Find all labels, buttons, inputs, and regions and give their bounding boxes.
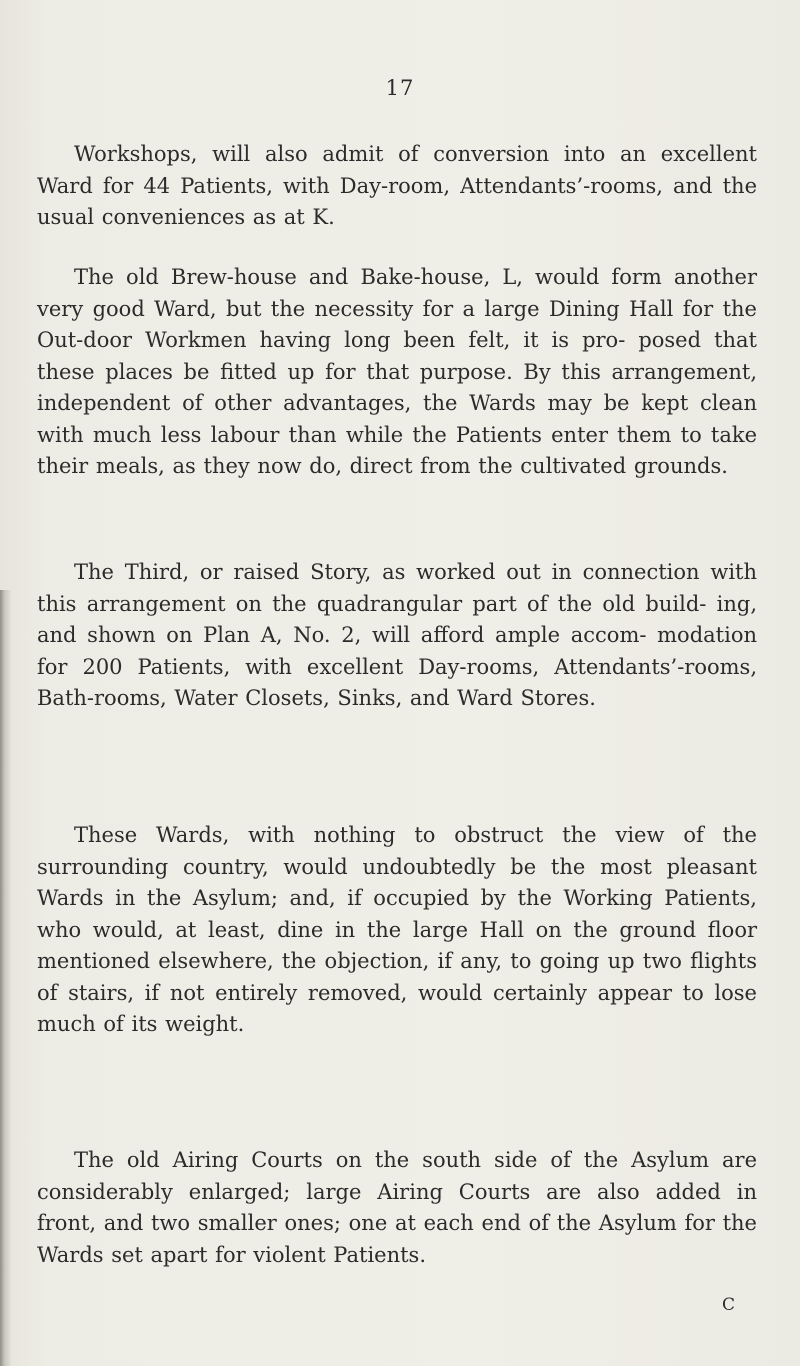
signature-mark: C bbox=[722, 1295, 736, 1315]
paragraph: The old Airing Courts on the south side of the Asylum are considerably enlarged; large Airing Courts are also added in front, and two smaller ones; one at each end of the Asylum for the Wards set apart for violent Patients. bbox=[37, 1148, 757, 1267]
paragraph: The old Brew-house and Bake-house, L, would form another very good Ward, but the necessity for a large Dining Hall for the Out-door Workmen having long been felt, it is pro- posed that these places be fitted up for that purpose. By this arrangement, independent of other advantages, the Wards may be kept clean with much less labour than while the Patients enter them to take their meals, as they now do, direct from the cultivated grounds. bbox=[37, 265, 757, 478]
paragraph: These Wards, with nothing to obstruct the view of the surrounding country, would undoubtedly be the most pleasant Wards in the Asylum; and, if occupied by the Working Patients, who would, at least, dine in the large Hall on the ground floor mentioned elsewhere, the objection, if any, to going up two flights of stairs, if not entirely removed, would certainly appear to lose much of its weight. bbox=[37, 823, 757, 1036]
page-number: 17 bbox=[385, 76, 415, 100]
paragraph: Workshops, will also admit of conversion into an excellent Ward for 44 Patients, with Day-room, Attendants’-rooms, and the usual conveniences as at K. bbox=[37, 142, 757, 229]
paragraph: The Third, or raised Story, as worked out in connection with this arrangement on the quadrangular part of the old build- ing, and shown on Plan A, No. 2, will afford ample accom- modation for 200 Patients, with excellent Day-rooms, Attendants’-rooms, Bath-rooms, Water Closets, Sinks, and Ward Stores. bbox=[37, 560, 757, 710]
binding-shadow bbox=[0, 590, 12, 1366]
